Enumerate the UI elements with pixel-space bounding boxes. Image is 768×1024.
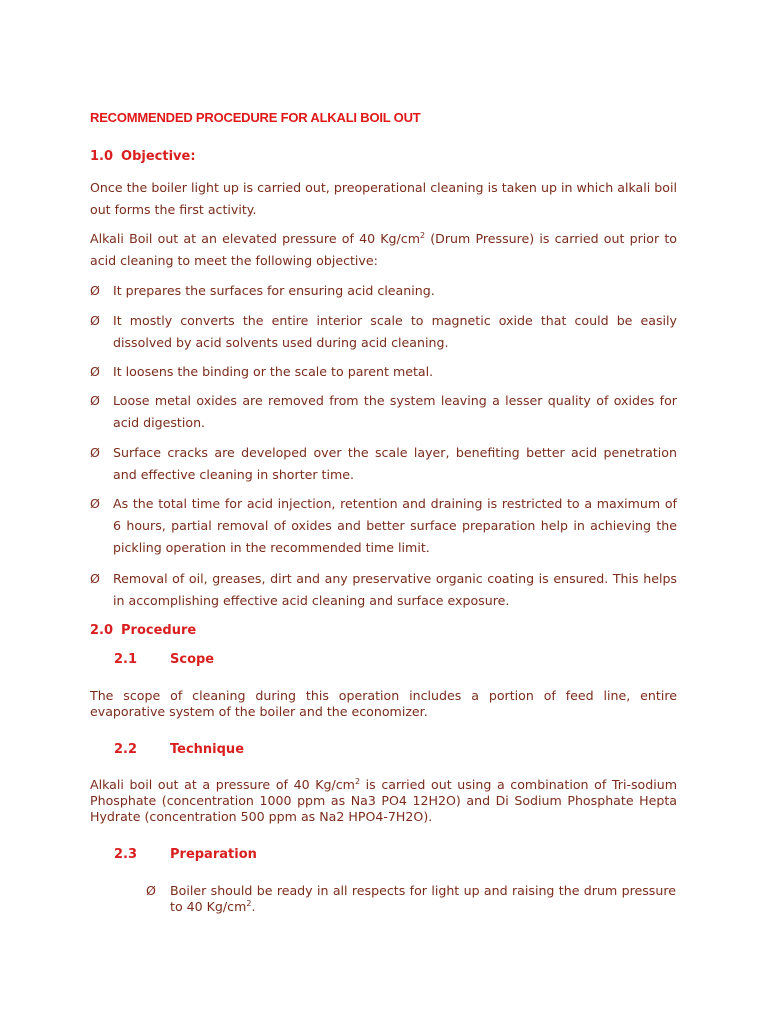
text-run: is carried out using a combination of Tri-sodium Phosphate (concentration 1000 ppm as Na3 PO4 12H2O) and Di Sodium Phosphate Hepta Hydrate (concentration 500 ppm as Na2 HPO4-7H2O).	[90, 777, 678, 824]
objective-bullet	[90, 568, 677, 612]
objective-bullet	[90, 280, 677, 302]
section-number: 1.0	[90, 149, 114, 164]
text-run: Boiler should be ready in all respects for light up and raising the drum pressure to 40 Kg/cm	[170, 883, 676, 914]
superscript: 2	[354, 776, 361, 786]
section-heading-procedure	[90, 623, 196, 638]
subsection-number: 2.1	[114, 652, 138, 667]
text-run: Alkali Boil out at an elevated pressure of 40 Kg/cm	[90, 231, 420, 246]
bullet-symbol: Ø	[90, 313, 100, 328]
objective-paragraph-1: Once the boiler light up is carried out, preoperational cleaning is taken up in which alkali boil out forms the first activity.	[90, 180, 677, 217]
bullet-text: As the total time for acid injection, retention and draining is restricted to a maximum of 6 hours, partial removal of oxides and better surface preparation help in achieving the pickling operation in the recommended time limit.	[113, 496, 677, 555]
objective-paragraph-2	[90, 228, 677, 272]
subsection-heading-technique	[114, 742, 244, 757]
text-run: .	[251, 899, 256, 914]
bullet-symbol: Ø	[90, 364, 100, 379]
subsection-heading-scope	[114, 652, 214, 667]
bullet-text: Surface cracks are developed over the scale layer, benefiting better acid penetration and effective cleaning in shorter time.	[113, 445, 677, 482]
document-title: RECOMMENDED PROCEDURE FOR ALKALI BOIL OUT	[90, 110, 421, 125]
superscript: 2	[246, 898, 252, 908]
objective-bullet	[90, 310, 677, 354]
bullet-symbol: Ø	[90, 283, 100, 298]
bullet-symbol: Ø	[90, 496, 100, 511]
bullet-text: It mostly converts the entire interior scale to magnetic oxide that could be easily dissolved by acid solvents used during acid cleaning.	[113, 313, 677, 350]
objective-bullet	[90, 390, 677, 434]
superscript: 2	[419, 230, 426, 240]
bullet-symbol: Ø	[90, 445, 100, 460]
subsection-title: Preparation	[170, 847, 257, 862]
bullet-text: It loosens the binding or the scale to parent metal.	[113, 364, 434, 379]
bullet-symbol: Ø	[90, 571, 100, 586]
section-heading-objective	[90, 149, 196, 164]
objective-bullet	[90, 442, 677, 486]
text-run: (Drum Pressure) is carried out prior to acid cleaning to meet the following objective:	[90, 231, 677, 268]
technique-paragraph	[90, 777, 677, 825]
objective-bullet	[90, 361, 677, 383]
section-title: Objective:	[121, 149, 196, 164]
preparation-bullet	[146, 883, 676, 915]
subsection-number: 2.3	[114, 847, 138, 862]
scope-paragraph: The scope of cleaning during this operation includes a portion of feed line, entire evaporative system of the boiler and the economizer.	[90, 688, 677, 719]
bullet-text	[170, 883, 676, 915]
subsection-title: Scope	[170, 652, 215, 667]
bullet-symbol: Ø	[90, 393, 100, 408]
bullet-text: Loose metal oxides are removed from the system leaving a lesser quality of oxides for acid digestion.	[113, 393, 677, 430]
section-number: 2.0	[90, 623, 114, 638]
bullet-text: Removal of oil, greases, dirt and any preservative organic coating is ensured. This helps in accomplishing effective acid cleaning and surface exposure.	[113, 571, 677, 608]
section-title: Procedure	[121, 623, 197, 638]
subsection-title: Technique	[170, 742, 245, 757]
subsection-number: 2.2	[114, 742, 138, 757]
bullet-symbol: Ø	[146, 883, 156, 898]
objective-bullet	[90, 493, 677, 559]
text-run: Alkali boil out at a pressure of 40 Kg/cm	[90, 777, 355, 792]
bullet-text: It prepares the surfaces for ensuring acid cleaning.	[113, 283, 435, 298]
subsection-heading-preparation	[114, 847, 257, 862]
